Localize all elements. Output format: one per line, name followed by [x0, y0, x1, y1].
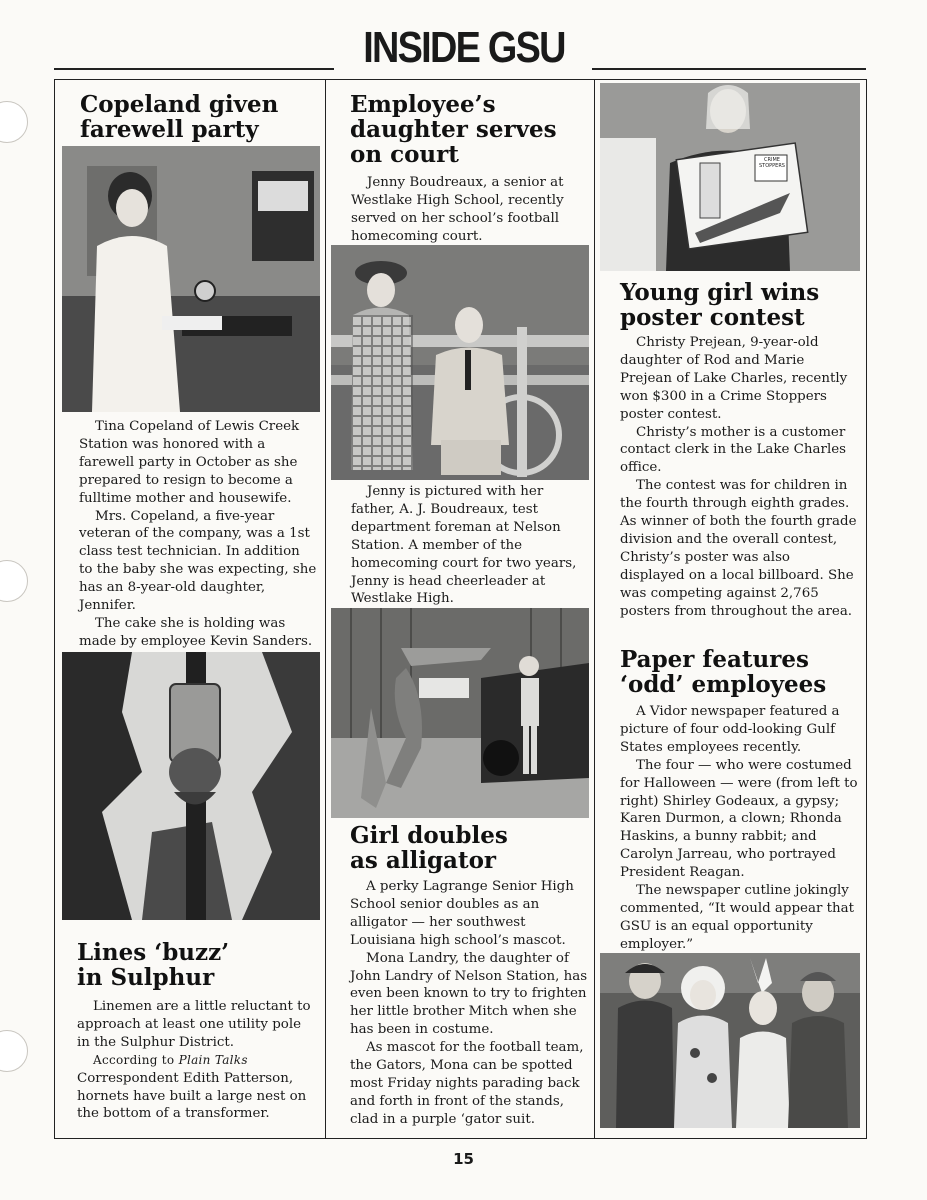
utility-pole-photo [62, 652, 320, 920]
binder-hole-top [0, 101, 28, 143]
column-divider-2 [594, 79, 595, 1138]
crime-stoppers-sign: CRIME STOPPERS [758, 157, 785, 169]
masthead-rule-right [592, 68, 866, 70]
copeland-headline: Copeland given farewell party [80, 91, 279, 143]
lines-attribution: According to Plain Talks Correspondent Edith Patterson, hornets have built a large nest on the bottom of a transformer. [77, 1052, 307, 1122]
halloween-costumes-photo [600, 953, 860, 1128]
odd-employees-headline: Paper features ‘odd’ employees [620, 646, 827, 698]
lines-headline: Lines ‘buzz’ in Sulphur [77, 939, 230, 991]
binder-hole-middle [0, 560, 28, 602]
masthead-title: INSIDE GSU [363, 23, 565, 72]
page-number: 15 [453, 1150, 474, 1168]
daughter-headline: Employee’s daughter serves on court [350, 91, 557, 168]
masthead [0, 22, 927, 74]
copeland-body: Tina Copeland of Lewis Creek Station was honored with a farewell party in October as she prepared to resign to become a fulltime mother and housewife. Mrs. Copeland, a five-year veteran of the company, was a 1st class test technician. In addition to the baby she was expecting, she has an 8-year-old daughter, Jennifer. The cake she is holding was made by employee Kevin Sanders. [79, 419, 317, 649]
daughter-caption: Jenny is pictured with her father, A. J. Boudreaux, test department foreman at Nelson Station. A member of the homecoming court for two years, Jenny is head cheerleader at Westlake High. [351, 484, 577, 607]
copeland-photo [62, 146, 320, 412]
poster-headline: Young girl wins poster contest [620, 279, 820, 331]
odd-employees-body: A Vidor newspaper featured a picture of four odd-looking Gulf States employees recently. The four — who were costumed for Halloween — were (from left to right) Shirley Godeaux, a gypsy; Karen Durmon, a clown; Rhonda Haskins, a bunny rabbit; and Carolyn Jarreau, who portrayed President Reagan. The newspaper cutline jokingly commented, “It would appear that GSU is an equal opportunity employer.” [620, 704, 858, 952]
homecoming-photo [331, 245, 589, 480]
binder-hole-bottom [0, 1030, 28, 1072]
poster-body: Christy Prejean, 9-year-old daughter of Rod and Marie Prejean of Lake Charles, recently won $300 in a Crime Stoppers poster contest. Christy’s mother is a customer contact clerk in the Lake Charles office. The contest was for children in the fourth through eighth grades. As winner of both the fourth grade division and the overall contest, Christy’s poster was also displayed on a local billboard. She was competing against 2,765 posters from throughout the area. [620, 335, 857, 619]
poster-contest-photo [600, 83, 860, 271]
alligator-photo [331, 608, 589, 818]
alligator-body: A perky Lagrange Senior High School senior doubles as an alligator — her southwest Louisiana high school’s mascot. Mona Landry, the daughter of John Landry of Nelson Station, has even been known to try to frighten her little brother Mitch when she has been in costume. As mascot for the football team, the Gators, Mona can be spotted most Friday nights parading back and forth in front of the stands, clad in a purple ‘gator suit. [350, 879, 588, 1127]
column-divider-1 [325, 79, 326, 1138]
lines-body: Linemen are a little reluctant to approach at least one utility pole in the Sulphur District. According to Plain Talks Correspondent Edith Patterson, hornets have built a large nest on the bottom of a transformer. [77, 998, 317, 1123]
masthead-rule-left [54, 68, 334, 70]
daughter-intro: Jenny Boudreaux, a senior at Westlake High School, recently served on her school’s football homecoming court. [351, 175, 564, 244]
alligator-headline: Girl doubles as alligator [350, 822, 508, 874]
